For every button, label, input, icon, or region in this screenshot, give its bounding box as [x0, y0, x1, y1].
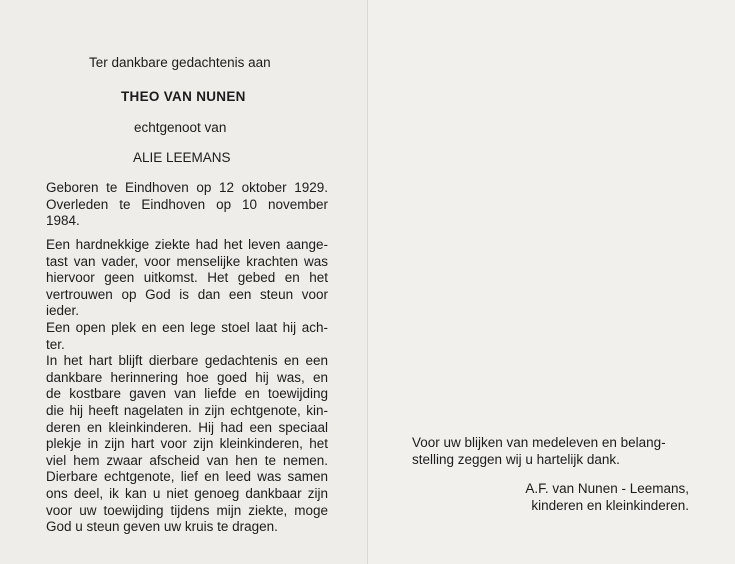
spouse-name: ALIE LEEMANS: [133, 150, 231, 165]
signature-block: [525, 480, 689, 514]
text-line: dankbare herinnering hoe goed hij was, en: [46, 369, 328, 385]
dates-block: [46, 180, 328, 230]
text-line: God u steun geven uw kruis te dragen.: [46, 519, 278, 535]
death-line: Overleden te Eindhoven op 10 november: [46, 196, 328, 212]
text-line: Dierbare echtgenote, lief en leed was samen: [46, 469, 328, 485]
text-line: ter.: [46, 336, 65, 352]
thanks-text: [412, 434, 666, 468]
text-line: deren en kleinkinderen. Hij had een speciaal: [46, 419, 328, 435]
text-line: ieder.: [46, 303, 80, 319]
thanks-line: Voor uw blijken van medeleven en belang-: [412, 435, 666, 450]
text-line: plekje in zijn hart voor zijn kleinkinderen, het: [46, 436, 328, 452]
text-line: In het hart blijft dierbare gedachtenis en een: [46, 353, 328, 369]
thanks-line: stelling zeggen wij u hartelijk dank.: [412, 452, 620, 467]
memorial-text: [46, 237, 328, 536]
relation-text: echtgenoot van: [134, 120, 227, 135]
text-line: Een hardnekkige ziekte had het leven aange-: [46, 237, 328, 252]
text-line: ons deel, ik kan u niet genoeg dankbaar zijn: [46, 485, 328, 501]
text-line: voor uw toewijding tijdens mijn ziekte, moge: [46, 502, 328, 518]
text-line: die hij heeft nagelaten in zijn echtgenote, kin-: [46, 402, 328, 418]
birth-line: Geboren te Eindhoven op 12 oktober 1929.: [46, 180, 328, 195]
text-line: hiervoor geen uitkomst. Het gebed en het: [46, 270, 328, 286]
death-year-line: 1984.: [46, 213, 80, 229]
text-line: tast van vader, voor menselijke krachten was: [46, 253, 328, 269]
signature-line: kinderen en kleinkinderen.: [531, 498, 689, 513]
text-line: de kostbare gaven van liefde en toewijding: [46, 386, 328, 402]
header-text: Ter dankbare gedachtenis aan: [89, 55, 271, 70]
right-panel: [368, 0, 735, 564]
text-line: vertrouwen op God is dan een steun voor: [46, 286, 328, 302]
text-line: Een open plek en een lege stoel laat hij ach-: [46, 319, 328, 335]
text-line: viel hem zwaar afscheid van hen te nemen.: [46, 452, 328, 468]
deceased-name: THEO VAN NUNEN: [121, 89, 246, 104]
signature-line: A.F. van Nunen - Leemans,: [525, 481, 689, 496]
